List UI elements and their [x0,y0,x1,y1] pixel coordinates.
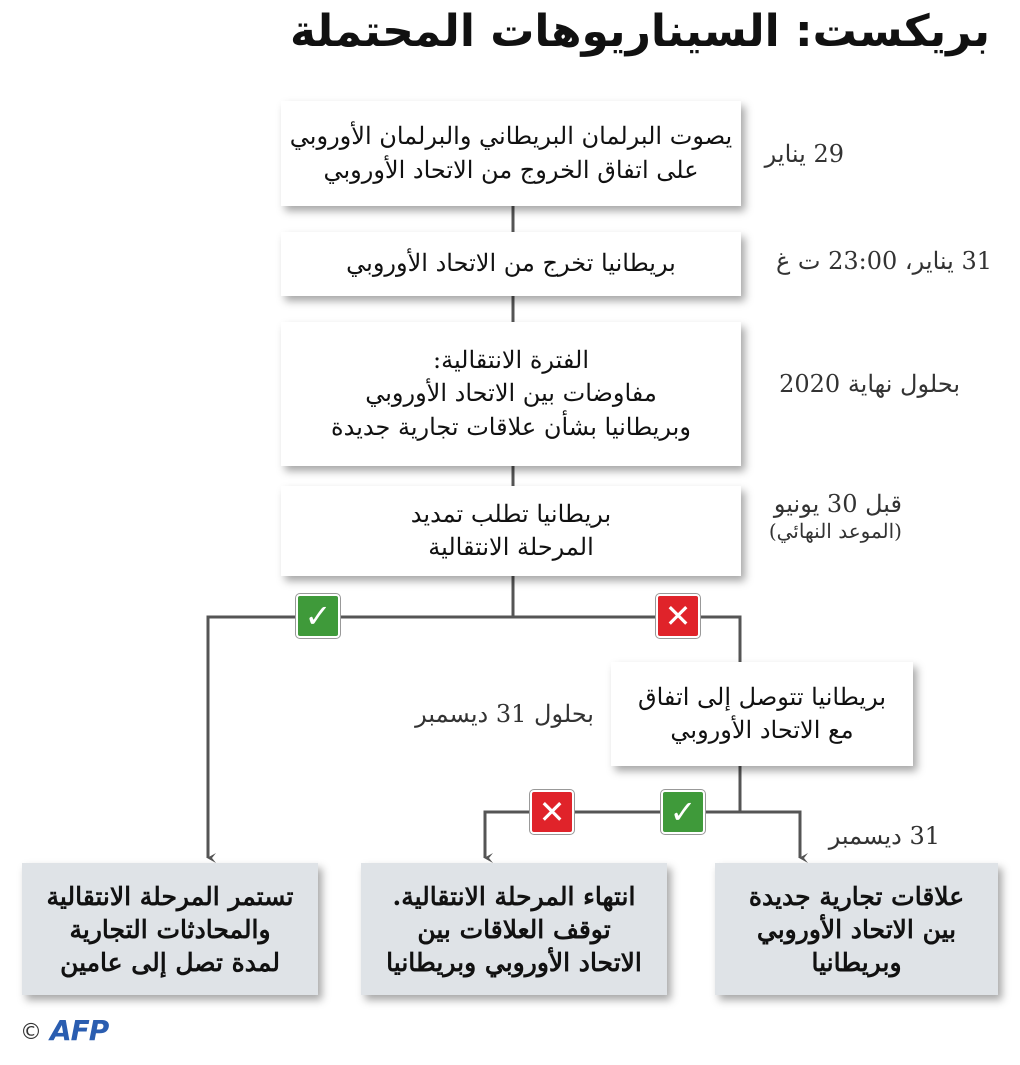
outcome-text: الاتحاد الأوروبي وبريطانيا [386,947,642,977]
outcome-text: علاقات تجارية جديدة [748,881,965,911]
step-text: المرحلة الانتقالية [428,533,594,561]
check-icon: ✓ [661,790,705,834]
cross-icon: ✕ [530,790,574,834]
outcome-text: بين الاتحاد الأوروبي [756,914,957,944]
outcome-transition-extended [22,863,318,995]
step-text: الفترة الانتقالية: [432,346,590,375]
step-box-transition [281,322,741,466]
outcome-text: توقف العلاقات بين [417,914,611,944]
step-date-note: (الموعد النهائي) [768,518,902,543]
step-date: 31 يناير، 23:00 ت غ [775,247,992,275]
step-text: وبريطانيا بشأن علاقات تجارية جديدة [331,412,691,441]
outcome-new-trade [715,863,998,995]
copyright-symbol: © [20,1020,42,1045]
step-date: بحلول نهاية 2020 [779,370,960,398]
page-title: بريكست: السيناريوهات المحتملة [289,6,990,57]
step-text: يصوت البرلمان البريطاني والبرلمان الأوروبي [289,122,733,151]
step-box-exit [281,232,741,296]
step-text: بريطانيا تخرج من الاتحاد الأوروبي [346,249,676,278]
deal-box [611,662,913,766]
deal-date: بحلول 31 ديسمبر [415,700,594,728]
step-box-vote [281,101,741,206]
step-date [769,490,902,543]
outcome-date: 31 ديسمبر [828,822,940,850]
outcome-transition-ends [361,863,667,995]
step-box-extension-request [281,486,741,576]
step-date: 29 يناير [764,140,844,168]
deal-text: بريطانيا تتوصل إلى اتفاق [638,682,887,711]
step-text: بريطانيا تطلب تمديد [410,499,612,528]
deal-text: مع الاتحاد الأوروبي [670,716,854,744]
outcome-text: والمحادثات التجارية [69,914,271,944]
connector-no-extend [513,617,740,662]
step-date-main: قبل 30 يونيو [773,490,902,518]
step-text: مفاوضات بين الاتحاد الأوروبي [365,379,657,408]
check-icon: ✓ [296,594,340,638]
cross-icon: ✕ [656,594,700,638]
outcome-text: وبريطانيا [811,947,902,977]
afp-logo: AFP [50,1014,109,1047]
connector-yes-extend [208,617,513,858]
step-text: على اتفاق الخروج من الاتحاد الأوروبي [323,155,699,184]
outcome-text: انتهاء المرحلة الانتقالية. [392,881,636,911]
outcome-text: لمدة تصل إلى عامين [60,947,280,977]
outcome-text: تستمر المرحلة الانتقالية [46,881,294,911]
connector-deal-yes [740,812,800,858]
